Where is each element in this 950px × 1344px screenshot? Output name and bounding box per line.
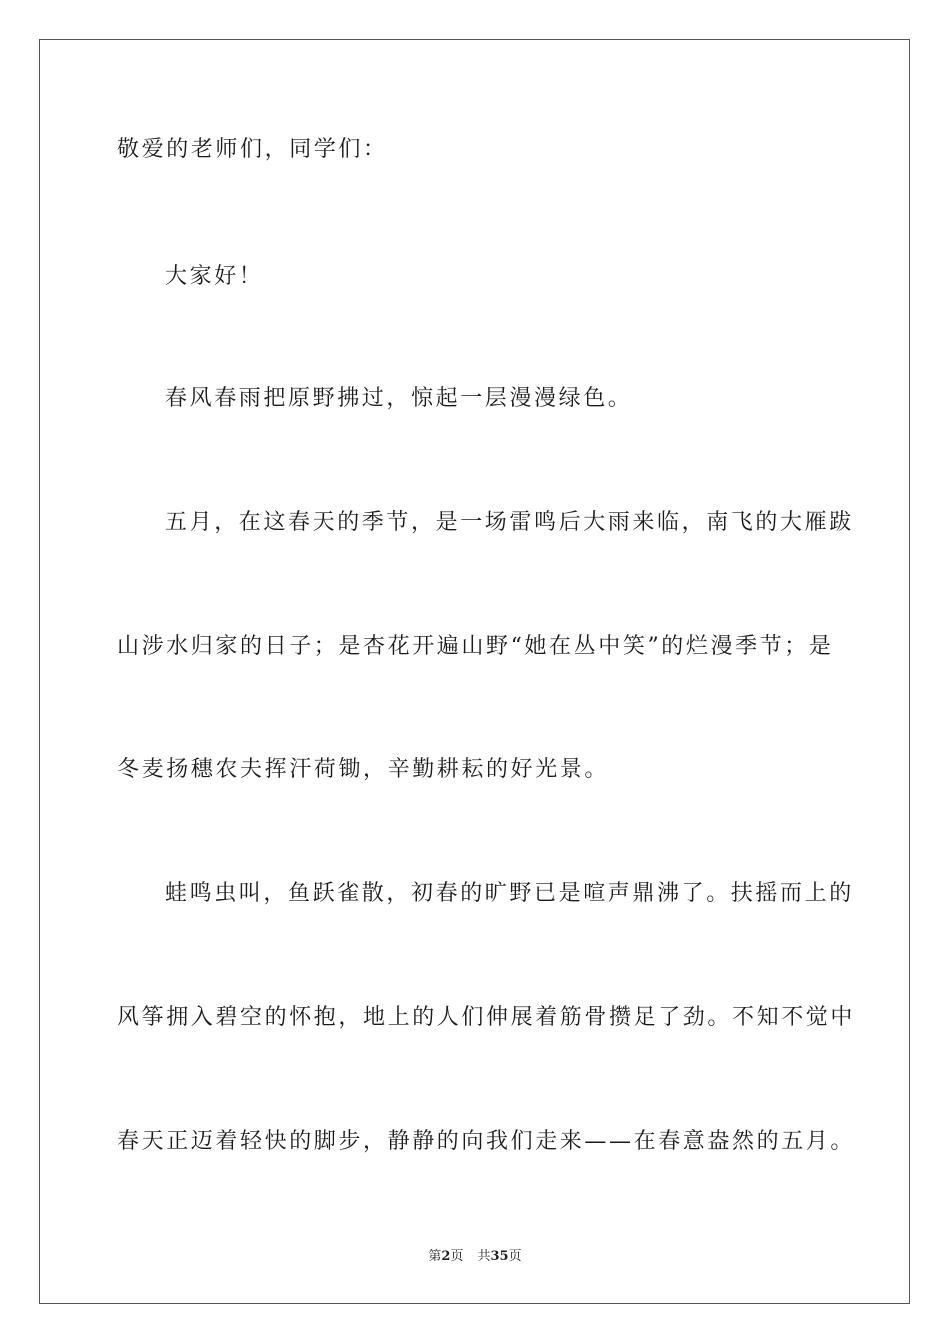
paragraph-1-line-1: 春风春雨把原野拂过，惊起一层漫漫绿色。	[165, 386, 633, 411]
page-footer	[0, 1249, 950, 1265]
page-border	[39, 39, 910, 1304]
page-suffix: 页	[450, 1249, 464, 1264]
paragraph-3-line-3: 春天正迈着轻快的脚步，静静的向我们走来——在春意盎然的五月。	[117, 1129, 856, 1154]
salutation-line: 敬爱的老师们，同学们：	[117, 137, 388, 162]
page-prefix: 第	[428, 1249, 442, 1264]
paragraph-2-line-1: 五月，在这春天的季节，是一场雷鸣后大雨来临，南飞的大雁跋	[165, 510, 854, 535]
paragraph-3-line-1: 蛙鸣虫叫，鱼跃雀散，初春的旷野已是喧声鼎沸了。扶摇而上的	[165, 881, 854, 906]
paragraph-2-line-2: 山涉水归家的日子；是杏花开遍山野“她在丛中笑”的烂漫季节；是	[117, 634, 834, 659]
paragraph-2-line-3: 冬麦扬穗农夫挥汗荷锄，辛勤耕耘的好光景。	[117, 757, 610, 782]
total-prefix: 共	[477, 1249, 491, 1264]
total-pages: 35	[490, 1249, 509, 1264]
paragraph-3-line-2: 风筝拥入碧空的怀抱，地上的人们伸展着筋骨攒足了劲。不知不觉中	[117, 1005, 856, 1030]
total-suffix: 页	[508, 1249, 522, 1264]
greeting-line: 大家好！	[165, 264, 264, 289]
page-number: 2	[441, 1249, 451, 1264]
